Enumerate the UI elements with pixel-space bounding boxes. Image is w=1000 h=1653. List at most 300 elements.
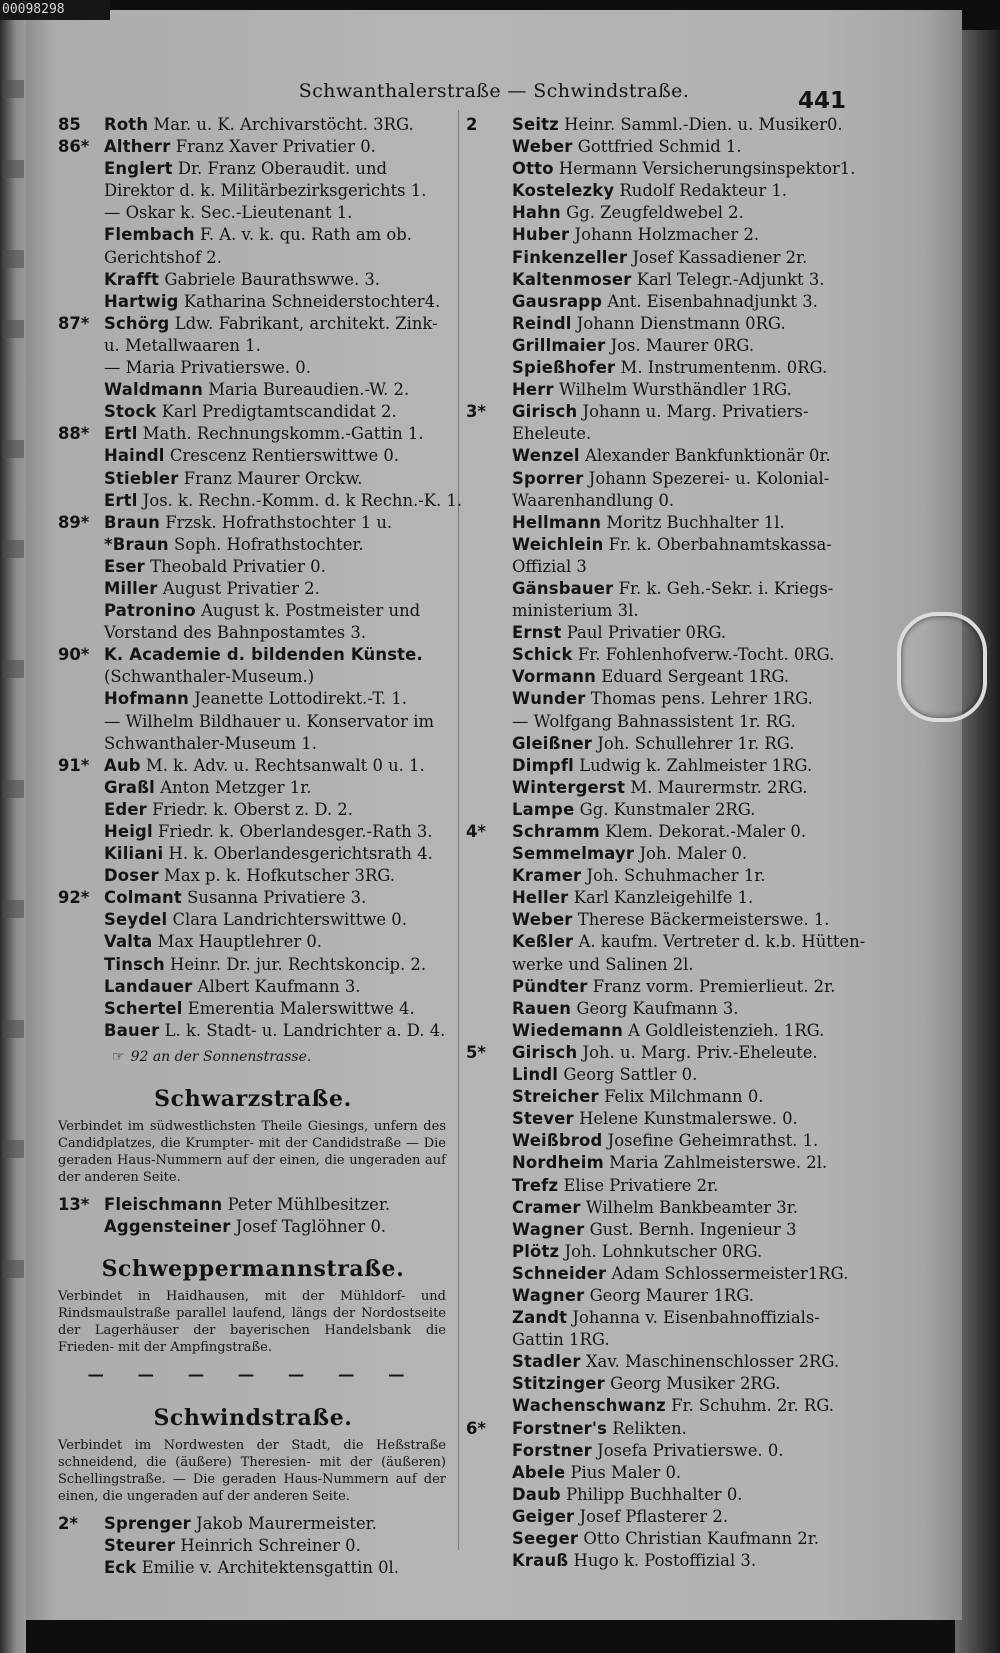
- resident-surname: Weichlein: [512, 534, 604, 554]
- directory-entry: [466, 357, 946, 379]
- resident-surname: Heller: [512, 888, 569, 908]
- directory-entry: [466, 755, 946, 777]
- schwarzstrasse-entries-list: [58, 1194, 448, 1238]
- resident-details: Max Hauptlehrer 0.: [157, 932, 323, 952]
- entry-continuation: [58, 335, 448, 357]
- resident-details: Emerentia Malerswittwe 4.: [187, 998, 415, 1018]
- resident-details: Gg. Kunstmaler 2RG.: [579, 799, 756, 819]
- resident-details: Emilie v. Architektensgattin 0l.: [141, 1557, 399, 1577]
- directory-entry: [466, 180, 946, 202]
- resident-details: Felix Milchmann 0.: [604, 1087, 764, 1107]
- schwindstrasse-entries-list: [58, 1513, 448, 1579]
- directory-entry: [58, 490, 463, 512]
- resident-surname: Nordheim: [512, 1153, 604, 1173]
- continuation-text: werke und Salinen 2l.: [512, 954, 694, 974]
- resident-surname: Cramer: [512, 1197, 581, 1217]
- directory-entry: [466, 1418, 946, 1440]
- house-number: 85: [58, 115, 81, 134]
- resident-surname: Eck: [104, 1557, 137, 1577]
- directory-entry: [58, 1513, 448, 1535]
- resident-surname: Heigl: [104, 822, 153, 841]
- directory-entry: [466, 578, 946, 600]
- resident-details: L. k. Stadt- u. Landrichter a. D. 4.: [164, 1020, 446, 1040]
- directory-entry: [58, 1020, 448, 1042]
- directory-entry: [466, 247, 946, 269]
- continuation-text: Gattin 1RG.: [512, 1330, 610, 1350]
- directory-entry: [58, 512, 448, 534]
- resident-details: Gabriele Bauraths​wwe. 3.: [164, 269, 381, 289]
- directory-entry: [466, 666, 946, 688]
- entry-continuation: [466, 600, 946, 622]
- resident-details: — Wilhelm Bildhauer u. Konservator im: [104, 711, 435, 731]
- directory-entry: [58, 401, 448, 423]
- resident-surname: Schörg: [104, 313, 170, 333]
- directory-entry: [58, 158, 448, 180]
- directory-entry: [466, 1042, 946, 1064]
- resident-details: Maria Zahlmeisterswe. 2l.: [609, 1153, 828, 1173]
- continuation-text: Vorstand des Bahnpostamtes 3.: [104, 623, 367, 643]
- resident-details: Klem. Dekorat.-Maler 0.: [605, 822, 807, 841]
- resident-details: Josefa Privatierswe. 0.: [597, 1440, 784, 1460]
- resident-surname: Gausrapp: [512, 291, 603, 311]
- resident-details: Johann Holzmacher 2.: [574, 225, 760, 245]
- resident-surname: Wunder: [512, 689, 586, 709]
- house-number: 2: [466, 115, 478, 134]
- directory-entry: [466, 1285, 946, 1307]
- directory-entry: [58, 202, 448, 224]
- resident-details: Josef Pflasterer 2.: [579, 1506, 729, 1526]
- resident-surname: Zandt: [512, 1308, 568, 1328]
- resident-details: Johanna v. Eisenbahnoffizials-: [572, 1308, 820, 1328]
- resident-surname: Schramm: [512, 822, 600, 841]
- directory-entry: [58, 931, 448, 953]
- directory-entry: [466, 313, 946, 335]
- resident-surname: Weißbrod: [512, 1131, 603, 1151]
- resident-details: Johann u. Marg. Privatiers-: [582, 402, 809, 422]
- resident-surname: Kostelezky: [512, 181, 615, 201]
- resident-details: Fr. Schuhm. 2r. RG.: [671, 1396, 834, 1416]
- resident-surname: Hellmann: [512, 512, 602, 532]
- street-description-schweppermannstrasse: Verbindet in Haidhausen, mit der Mühldorf- und Rindsmaulstraße parallel laufend, längs der Nordostseite der Lagerhäuser der bayerischen Handelsbank die Frieden- mit der Ampfingstraße.: [58, 1289, 446, 1356]
- house-number: 88*: [58, 424, 90, 444]
- resident-surname: Hahn: [512, 203, 561, 223]
- resident-details: Dr. Franz Oberaudit. und: [177, 159, 387, 179]
- resident-surname: Weber: [512, 137, 573, 157]
- directory-entry: [58, 1557, 448, 1579]
- resident-details: Jos. Maurer 0RG.: [610, 335, 755, 355]
- resident-details: Pius Maler 0.: [570, 1462, 682, 1482]
- resident-details: Fr. k. Geh.-Sekr. i. Kriegs-: [618, 578, 834, 598]
- resident-details: Johann Spezerei- u. Kolonial-: [588, 468, 830, 488]
- directory-entry: [466, 688, 946, 710]
- resident-surname: Weber: [512, 910, 573, 930]
- resident-details: Heinr. Dr. jur. Rechtskoncip. 2.: [170, 954, 427, 974]
- resident-details: Frzsk. Hofrathstochter 1 u.: [165, 512, 393, 532]
- resident-details: Georg Maurer 1RG.: [589, 1285, 754, 1305]
- resident-surname: Wiedemann: [512, 1020, 623, 1040]
- directory-entry: [58, 777, 448, 799]
- resident-details: Johann Dienstmann 0RG.: [576, 313, 786, 333]
- resident-surname: Aggensteiner: [104, 1217, 231, 1237]
- directory-entry: [58, 843, 448, 865]
- resident-details: Georg Kaufmann 3.: [576, 998, 739, 1018]
- directory-entry: [58, 976, 448, 998]
- directory-entry: [58, 291, 448, 313]
- resident-details: Hugo k. Postoffizial 3.: [573, 1551, 757, 1571]
- resident-surname: Huber: [512, 225, 570, 245]
- directory-entry: [466, 401, 946, 423]
- directory-entry: [466, 821, 946, 843]
- resident-details: Georg Musiker 2RG.: [610, 1374, 781, 1394]
- resident-surname: Waldmann: [104, 380, 203, 400]
- house-number: 91*: [58, 755, 90, 775]
- directory-entry: [466, 335, 946, 357]
- resident-surname: Girisch: [512, 402, 578, 422]
- resident-surname: Forstner's: [512, 1418, 608, 1438]
- resident-surname: Haindl: [104, 446, 165, 466]
- resident-surname: Landauer: [104, 976, 193, 996]
- resident-details: Josef Kassadiener 2r.: [632, 247, 808, 267]
- resident-surname: Daub: [512, 1484, 561, 1504]
- continuation-text: Offizial 3: [512, 556, 587, 576]
- resident-details: Fr. Fohlenhofverw.-Tocht. 0RG.: [577, 645, 835, 665]
- resident-details: Wilhelm Wursthändler 1RG.: [559, 380, 792, 400]
- resident-details: Karl Predigtamtscandidat 2.: [161, 402, 397, 422]
- directory-entry: [466, 1550, 946, 1572]
- directory-entry: [58, 423, 448, 445]
- resident-details: Wilhelm Bankbeamter 3r.: [585, 1197, 798, 1217]
- dashed-separator: — — — — — — —: [87, 1365, 419, 1385]
- resident-details: Hermann Versicherungsinspektor1.: [558, 159, 856, 179]
- resident-surname: Abele: [512, 1462, 566, 1482]
- directory-entry: [466, 158, 946, 180]
- directory-entry: [58, 998, 448, 1020]
- resident-details: Mar. u. K. Archivarstöcht. 3RG.: [153, 115, 414, 134]
- resident-surname: Rauen: [512, 998, 572, 1018]
- directory-entry: [466, 1241, 946, 1263]
- resident-surname: Miller: [104, 578, 158, 598]
- resident-details: Theobald Privatier 0.: [150, 556, 326, 576]
- directory-entry: [466, 1395, 946, 1417]
- directory-entry: [466, 711, 946, 733]
- directory-entry: [466, 1152, 946, 1174]
- directory-entry: [58, 1194, 448, 1216]
- resident-details: Max p. k. Hofkutscher 3RG.: [164, 866, 396, 886]
- resident-surname: Girisch: [512, 1042, 578, 1062]
- resident-surname: Schneider: [512, 1263, 607, 1283]
- resident-details: Franz Maurer Orckw.: [183, 468, 363, 488]
- paper-clip: [897, 612, 987, 722]
- resident-details: August Privatier 2.: [162, 578, 320, 598]
- street-description-schwindstrasse: Verbindet im Nordwesten der Stadt, die Heßstraße schneidend, die (äußere) Theresien- mit der (äußeren) Schellingstraße. — Die geraden Haus-Nummern auf der einen, die ungeraden auf der anderen Seite.: [58, 1437, 446, 1504]
- resident-surname: Schick: [512, 645, 573, 665]
- directory-entry: [466, 1219, 946, 1241]
- resident-surname: Reindl: [512, 313, 572, 333]
- directory-entry: [466, 1020, 946, 1042]
- directory-entry: [466, 512, 946, 534]
- resident-surname: Stock: [104, 402, 157, 422]
- directory-entry: [466, 1130, 946, 1152]
- directory-entry: [58, 114, 448, 136]
- resident-surname: Pündter: [512, 976, 588, 996]
- resident-details: Soph. Hofrathstochter.: [173, 534, 364, 554]
- directory-entry: [466, 1197, 946, 1219]
- resident-surname: Plötz: [512, 1241, 560, 1261]
- resident-details: Thomas pens. Lehrer 1RG.: [590, 689, 813, 709]
- continuation-text: Gerichtshof 2.: [104, 247, 222, 267]
- directory-entry: [466, 136, 946, 158]
- street-heading-schweppermannstrasse: Schweppermannstraße.: [101, 1256, 405, 1283]
- resident-details: Jakob Maurermeister.: [196, 1513, 377, 1533]
- resident-details: A. kaufm. Vertreter d. k.b. Hütten-: [578, 932, 866, 952]
- resident-surname: Seeger: [512, 1529, 579, 1548]
- directory-entry: [58, 534, 448, 556]
- resident-details: Jeanette Lottodirekt.-T. 1.: [194, 689, 407, 709]
- resident-surname: Herr: [512, 380, 554, 400]
- directory-entry: [58, 865, 448, 887]
- directory-entry: [466, 733, 946, 755]
- directory-entry: [466, 1506, 946, 1528]
- directory-entry: [58, 644, 448, 666]
- directory-entry: [58, 711, 448, 733]
- resident-details: Gottfried Schmid 1.: [577, 137, 742, 157]
- house-number: 90*: [58, 645, 90, 665]
- resident-details: M. k. Adv. u. Rechtsanwalt 0 u. 1.: [145, 755, 425, 775]
- previous-page-edge: [0, 20, 26, 1653]
- resident-surname: Altherr: [104, 137, 171, 157]
- resident-surname: Bauer: [104, 1020, 160, 1040]
- directory-entry: [466, 1307, 946, 1329]
- resident-surname: Wintergerst: [512, 777, 626, 797]
- resident-details: Heinrich Schreiner 0.: [180, 1535, 361, 1555]
- directory-entry: [466, 1175, 946, 1197]
- resident-details: Xav. Maschinenschlosser 2RG.: [585, 1352, 840, 1372]
- directory-entry: [466, 887, 946, 909]
- directory-entry: [466, 1108, 946, 1130]
- resident-surname: Hartwig: [104, 291, 179, 311]
- resident-details: Franz Xaver Privatier 0.: [175, 137, 376, 157]
- resident-surname: Roth: [104, 115, 149, 134]
- resident-surname: Krauß: [512, 1551, 569, 1571]
- resident-surname: Finkenzeller: [512, 247, 628, 267]
- directory-entry: [58, 556, 448, 578]
- resident-surname: Steurer: [104, 1535, 176, 1555]
- resident-details: Joh. Schuhmacher 1r.: [586, 866, 766, 886]
- resident-surname: Sprenger: [104, 1513, 191, 1533]
- house-number: 3*: [466, 402, 486, 422]
- resident-details: Relikten.: [612, 1418, 687, 1438]
- directory-entry: [58, 887, 448, 909]
- resident-surname: Ertl: [104, 490, 138, 510]
- right-column: [466, 114, 946, 1572]
- resident-surname: Fleischmann: [104, 1195, 223, 1215]
- directory-entry: [466, 843, 946, 865]
- house-number: 6*: [466, 1418, 486, 1438]
- resident-surname: Flembach: [104, 225, 195, 245]
- resident-surname: Ertl: [104, 424, 138, 444]
- column-divider: [458, 110, 459, 1550]
- pointing-hand-icon: ☞: [112, 1048, 125, 1065]
- resident-details: M. Maurermstr. 2RG.: [630, 777, 808, 797]
- continuation-text: u. Metallwaaren 1.: [104, 335, 261, 355]
- directory-entry: [466, 777, 946, 799]
- directory-entry: [466, 1086, 946, 1108]
- directory-entry: [466, 1351, 946, 1373]
- entry-continuation: [58, 180, 448, 202]
- house-number: 87*: [58, 313, 90, 333]
- resident-surname: Englert: [104, 159, 173, 179]
- house-number: 86*: [58, 137, 90, 157]
- directory-entry: [466, 202, 946, 224]
- resident-details: Adam Schlossermeister1RG.: [611, 1263, 849, 1283]
- resident-surname: Wagner: [512, 1219, 585, 1239]
- left-entries-list: [58, 114, 463, 1042]
- resident-surname: Valta: [104, 932, 153, 952]
- directory-entry: [58, 269, 448, 291]
- resident-details: Josef Taglöhner 0.: [235, 1217, 387, 1237]
- resident-surname: Eser: [104, 556, 145, 576]
- resident-details: Rudolf Redakteur 1.: [619, 181, 788, 201]
- directory-entry: [58, 379, 448, 401]
- right-entries-list: [466, 114, 946, 1572]
- directory-entry: [58, 1216, 448, 1238]
- resident-surname: *Braun: [104, 534, 169, 554]
- directory-entry: [58, 445, 448, 467]
- resident-surname: Streicher: [512, 1087, 599, 1107]
- house-number: 4*: [466, 822, 486, 841]
- resident-surname: Forstner: [512, 1440, 592, 1460]
- house-number: 13*: [58, 1195, 90, 1215]
- entry-continuation: [58, 666, 448, 688]
- resident-surname: Wenzel: [512, 446, 580, 466]
- resident-details: Joh. Lohnkutscher 0RG.: [564, 1241, 763, 1261]
- resident-surname: Kaltenmoser: [512, 269, 632, 289]
- directory-entry: [58, 136, 448, 158]
- resident-details: Ldw. Fabrikant, architekt. Zink-: [174, 313, 438, 333]
- resident-surname: Otto: [512, 159, 554, 179]
- resident-surname: Gänsbauer: [512, 578, 614, 598]
- resident-surname: Wagner: [512, 1285, 585, 1305]
- resident-details: Math. Rechnungskomm.-Gattin 1.: [142, 424, 424, 444]
- directory-entry: [58, 1535, 448, 1557]
- continuation-text: Schwanthaler-Museum 1.: [104, 733, 317, 753]
- resident-details: M. Instrumentenm. 0RG.: [620, 358, 828, 378]
- street-heading-schwarzstrasse: Schwarzstraße.: [154, 1086, 352, 1113]
- entry-continuation: [58, 622, 448, 644]
- continuation-text: Eheleute.: [512, 424, 592, 444]
- resident-surname: Stitzinger: [512, 1374, 605, 1394]
- resident-surname: Patronino: [104, 601, 196, 621]
- directory-entry: [58, 821, 448, 843]
- directory-entry: [58, 468, 448, 490]
- resident-details: Joh. u. Marg. Priv.-Eheleute.: [582, 1042, 818, 1062]
- directory-entry: [466, 534, 946, 556]
- resident-surname: Stever: [512, 1109, 574, 1129]
- house-number: 2*: [58, 1513, 78, 1533]
- directory-entry: [58, 313, 448, 335]
- directory-entry: [466, 622, 946, 644]
- entry-continuation: [58, 247, 448, 269]
- resident-details: A Goldleistenzieh. 1RG.: [628, 1020, 825, 1040]
- resident-surname: Seydel: [104, 910, 168, 930]
- resident-details: Elise Privatiere 2r.: [563, 1175, 719, 1195]
- resident-surname: K. Academie d. bildenden Künste.: [104, 645, 423, 665]
- resident-surname: Keßler: [512, 932, 574, 952]
- directory-entry: [466, 976, 946, 998]
- resident-surname: Gleißner: [512, 733, 593, 753]
- directory-entry: [58, 224, 448, 246]
- resident-details: Gg. Zeugfeldwebel 2.: [566, 203, 744, 223]
- directory-entry: [466, 1528, 946, 1550]
- resident-surname: Hofmann: [104, 689, 189, 709]
- resident-surname: Schertel: [104, 998, 183, 1018]
- resident-surname: Geiger: [512, 1506, 575, 1526]
- resident-details: August k. Postmeister und: [201, 601, 421, 621]
- entry-continuation: [466, 1329, 946, 1351]
- resident-details: Helene Kunstmalerswe. 0.: [579, 1109, 798, 1129]
- resident-details: Alexander Bankfunktionär 0r.: [584, 446, 831, 466]
- entry-continuation: [466, 556, 946, 578]
- directory-entry: [466, 291, 946, 313]
- resident-details: H. k. Oberlandesgerichtsrath 4.: [168, 844, 433, 864]
- resident-details: Josefine Geheimrathst. 1.: [607, 1131, 819, 1151]
- resident-surname: Stiebler: [104, 468, 179, 488]
- resident-details: — Wolfgang Bahnassistent 1r. RG.: [512, 711, 796, 731]
- resident-surname: Kiliani: [104, 844, 164, 864]
- directory-entry: [466, 1373, 946, 1395]
- directory-entry: [466, 1440, 946, 1462]
- continuation-text: ministerium 3l.: [512, 601, 639, 621]
- entry-continuation: [466, 954, 946, 976]
- house-number: 92*: [58, 888, 90, 908]
- directory-entry: [58, 755, 448, 777]
- resident-surname: Spießhofer: [512, 358, 616, 378]
- resident-details: Philipp Buchhalter 0.: [566, 1484, 743, 1504]
- continuation-text: Waarenhandlung 0.: [512, 490, 675, 510]
- resident-details: — Oskar k. Sec.-Lieutenant 1.: [104, 203, 353, 223]
- resident-details: Albert Kaufmann 3.: [197, 976, 361, 996]
- directory-page: [26, 10, 962, 1620]
- cross-reference-text: 92 an der Sonnenstrasse.: [130, 1048, 312, 1065]
- resident-surname: Stadler: [512, 1352, 581, 1372]
- resident-details: Friedr. k. Oberst z. D. 2.: [152, 799, 353, 819]
- resident-surname: Trefz: [512, 1175, 559, 1195]
- resident-details: Karl Telegr.-Adjunkt 3.: [636, 269, 825, 289]
- resident-surname: Eder: [104, 799, 147, 819]
- resident-details: Moritz Buchhalter 1l.: [606, 512, 785, 532]
- directory-entry: [466, 269, 946, 291]
- directory-entry: [466, 909, 946, 931]
- resident-surname: Braun: [104, 512, 160, 532]
- resident-details: Crescenz Rentierswittwe 0.: [169, 446, 400, 466]
- resident-details: Katharina Schneiderstochter4.: [183, 291, 441, 311]
- resident-details: — Maria Privatierswe. 0.: [104, 358, 311, 378]
- resident-surname: Kramer: [512, 866, 582, 886]
- cross-reference-note: [58, 1046, 448, 1068]
- resident-details: Therese Bäckermeisterswe. 1.: [577, 910, 830, 930]
- resident-surname: Dimpfl: [512, 755, 574, 775]
- directory-entry: [466, 224, 946, 246]
- resident-details: Otto Christian Kaufmann 2r.: [583, 1529, 819, 1548]
- resident-details: Joh. Maler 0.: [639, 844, 748, 864]
- resident-details: Maria Bureaudien.-W. 2.: [208, 380, 410, 400]
- resident-details: Fr. k. Oberbahnamtskassa-: [608, 534, 832, 554]
- directory-entry: [466, 644, 946, 666]
- resident-surname: Ernst: [512, 623, 562, 643]
- resident-details: Heinr. Samml.-Dien. u. Musiker0.: [564, 115, 843, 134]
- resident-details: Ludwig k. Zahlmeister 1RG.: [579, 755, 813, 775]
- directory-entry: [58, 578, 448, 600]
